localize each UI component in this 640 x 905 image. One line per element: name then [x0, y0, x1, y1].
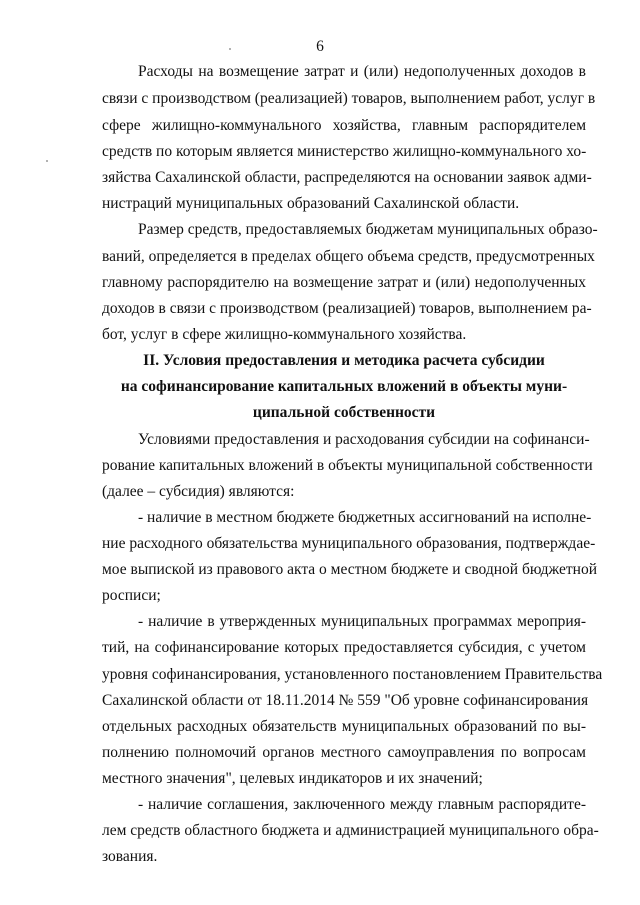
section-heading-line: на софинансирование капитальных вложений в объекты муни- — [120, 378, 568, 395]
text-line: Условиями предоставления и расходования субсидии на софинанси- — [138, 431, 590, 448]
text-line: нистраций муниципальных образований Сахалинской области. — [102, 195, 520, 212]
text-line: рование капитальных вложений в объекты муниципальной собственности — [102, 457, 593, 474]
text-line: мое выпиской из правового акта о местном бюджете и сводной бюджетной — [102, 561, 598, 578]
text-line: Сахалинской области от 18.11.2014 № 559 "Об уровне софинансирования — [102, 692, 589, 709]
text-line: Размер средств, предоставляемых бюджетам муниципальных образо- — [138, 221, 598, 238]
text-line: уровня софинансирования, установленного постановлением Правительства — [102, 666, 603, 683]
text-line: бот, услуг в сфере жилищно-коммунального хозяйства. — [102, 326, 467, 343]
section-heading-line: II. Условия предоставления и методика расчета субсидии — [143, 352, 545, 369]
text-line: лем средств областного бюджета и администрацией муниципального обра- — [102, 822, 599, 839]
text-line: зяйства Сахалинской области, распределяются на основании заявок адми- — [102, 169, 592, 186]
text-line: сфере жилищно-коммунального хозяйства, главным распорядителем — [102, 117, 586, 134]
text-line: связи с производством (реализацией) товаров, выполнением работ, услуг в — [102, 90, 596, 107]
text-line: зования. — [102, 848, 158, 865]
list-item-line: - наличие соглашения, заключенного между главным распорядите- — [138, 796, 586, 813]
text-line: ние расходного обязательства муниципального образования, подтверждае- — [102, 535, 596, 552]
text-line: тий, на софинансирование которых предоставляется субсидия, с учетом — [102, 639, 586, 656]
text-line: местного значения", целевых индикаторов и их значений; — [102, 770, 483, 787]
text-line: доходов в связи с производством (реализацией) товаров, выполнением ра- — [102, 300, 592, 317]
text-line: (далее – субсидия) являются: — [102, 483, 295, 500]
section-heading-line: ципальной собственности — [252, 404, 436, 421]
page-number: 6 — [316, 38, 324, 55]
scan-speck — [229, 48, 231, 50]
scan-speck — [46, 160, 48, 162]
text-line: ваний, определяется в пределах общего объема средств, предусмотренных — [102, 248, 595, 265]
text-line: главному распорядителю на возмещение затрат и (или) недополученных — [102, 274, 586, 291]
text-line: Расходы на возмещение затрат и (или) недополученных доходов в — [138, 63, 586, 80]
text-line: средств по которым является министерство жилищно-коммунального хо- — [102, 143, 587, 160]
text-line: росписи; — [102, 587, 161, 604]
list-item-line: - наличие в утвержденных муниципальных программах мероприя- — [138, 613, 586, 630]
text-line: отдельных расходных обязательств муниципальных образований по вы- — [102, 718, 586, 735]
text-line: полнению полномочий органов местного самоуправления по вопросам — [102, 744, 586, 761]
list-item-line: - наличие в местном бюджете бюджетных ассигнований на исполне- — [138, 509, 592, 526]
